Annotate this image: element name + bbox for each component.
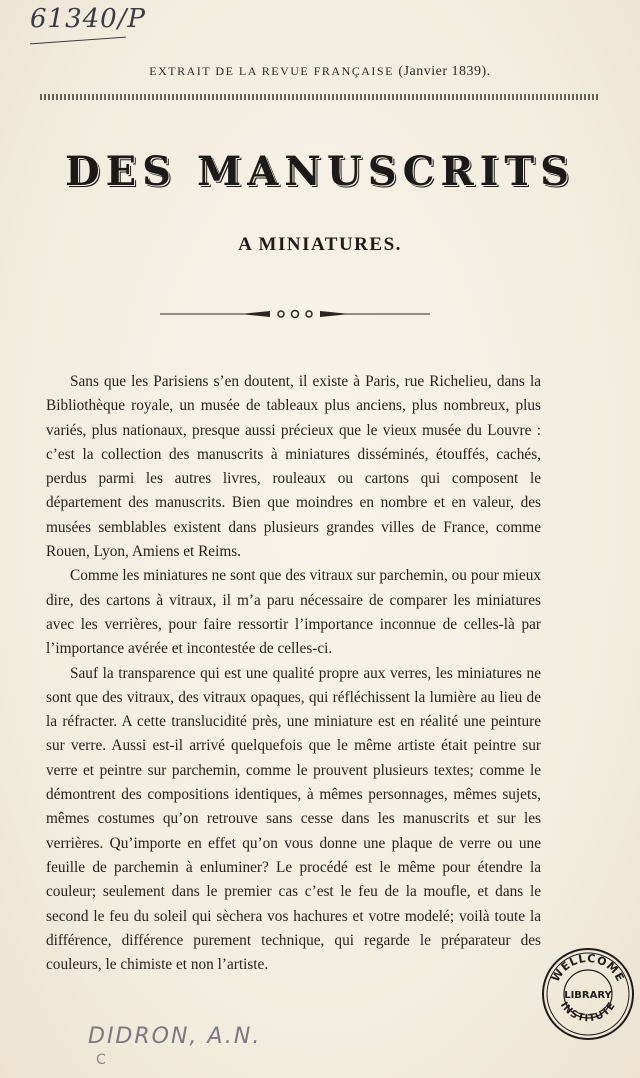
page-subtitle: A MINIATURES. — [238, 234, 402, 255]
ornamental-rule — [40, 94, 600, 100]
paragraph-2: Comme les miniatures ne sont que des vitraux sur parchemin, ou pour mieux dire, des cartons à vitraux, il m’a paru nécessaire de comparer les miniatures avec les verrières, pour faire ressortir l’importance inconnue de celles-là par l’importance avérée et incontestée de celles-ci. — [46, 567, 541, 658]
svg-text:WELLCOME — [549, 952, 627, 984]
stamp-bottom-text: INSTITUTE — [557, 1000, 619, 1025]
page-title: DES MANUSCRITS — [64, 148, 576, 195]
source-prefix: EXTRAIT DE LA REVUE FRANÇAISE — [149, 64, 394, 78]
library-stamp — [538, 944, 638, 1044]
stamp-middle-text: LIBRARY — [564, 990, 612, 1001]
body-text — [46, 370, 541, 977]
handwritten-mark: C — [96, 1052, 106, 1068]
stamp-top-text: WELLCOME — [548, 951, 628, 985]
source-date: (Janvier 1839). — [398, 64, 491, 79]
handwritten-shelfmark: 61340/P — [30, 4, 146, 34]
svg-text:INSTITUTE — [558, 1000, 618, 1024]
section-divider-ornament — [160, 306, 430, 322]
shelfmark-underline — [30, 37, 126, 45]
paragraph-1: Sans que les Parisiens s’en doutent, il existe à Paris, rue Richelieu, dans la Bibliothèque royale, un musée de tableaux plus anciens, plus nombreux, plus variés, plus nationaux, presque aussi précieux que le vieux musée du Louvre : c’est la collection des manuscrits à miniatures disséminés, étouffés, cachés, perdus parmi les autres livres, rouleaux ou cartons qui composent le département des manuscrits. Bien que moindres en nombre et en valeur, des musées semblables existent dans plusieurs grandes villes de France, comme Rouen, Lyon, Amiens et Reims. — [46, 373, 541, 561]
source-line — [0, 64, 640, 80]
paragraph-3: Sauf la transparence qui est une qualité propre aux verres, les miniatures ne sont que des vitraux, des vitraux opaques, qui réfléchissent la lumière au lieu de la réfracter. A cette translucidité près, une miniature est en réalité une peinture sur verre. Aussi est-il arrivé quelquefois que le même artiste était peintre sur verre et peintre sur parchemin, comme le prouvent plusieurs textes; comme le démontrent des compositions identiques, à mêmes personnages, mêmes sujets, mêmes costumes qu’on retrouve sans cesse dans les manuscrits et sur les verrières. Qu’importe en effet qu’on vous donne une plaque de verre ou une feuille de parchemin à enluminer? Le procédé est le même pour étendre la couleur; seulement dans le premier cas c’est le feu de la moufle, et dans le second le feu du soleil qui sèchera vos hachures et votre modelé; voilà toute la différence, différence purement technique, qui regarde le préparateur des couleurs, le chimiste et non l’artiste. — [46, 664, 541, 974]
handwritten-author-note: DIDRON, A.N. — [88, 1024, 262, 1049]
